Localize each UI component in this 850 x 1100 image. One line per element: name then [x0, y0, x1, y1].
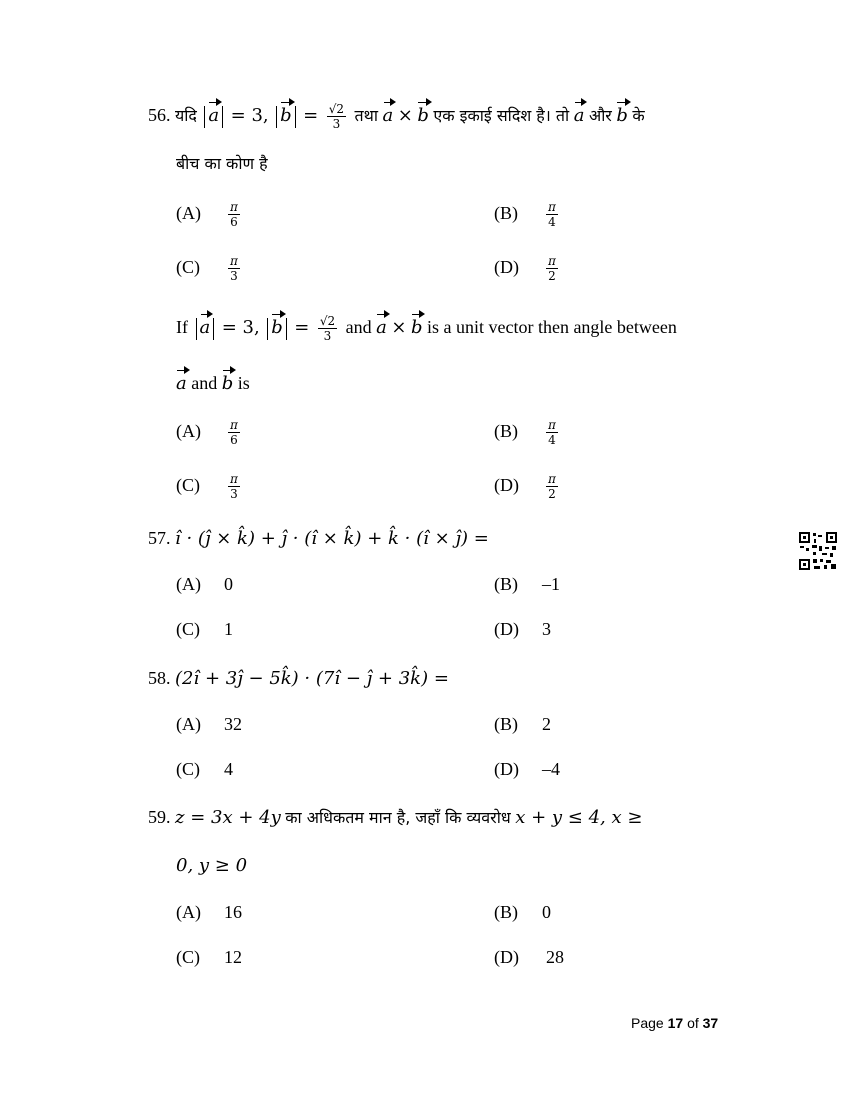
- q57-option-b: (B) –1: [494, 574, 560, 594]
- q57-question: 57. î · (ĵ × k̂) + ĵ · (î × k̂) + k̂ · (î × ĵ) =: [148, 528, 489, 549]
- q56-hindi-line1: 56. यदि a = 3, b = $\frac{√2}{3}$ तथा a × b एक इकाई सदिश है। तो a और b के: [148, 100, 645, 131]
- q59-option-c: (C) 12: [176, 947, 242, 967]
- q59-option-a: (A) 16: [176, 902, 242, 922]
- q56-english-option-b: (B) $\frac{\pi}{4}$: [494, 418, 556, 447]
- q56-english-option-d: (D) $\frac{\pi}{2}$: [494, 472, 556, 501]
- q56-hindi-line2: बीच का कोण है: [176, 154, 268, 173]
- q56-fraction: $\frac{√2}{3}$: [328, 102, 345, 132]
- q58-expression: (2î + 3ĵ − 5k̂) · (7î − ĵ + 3k̂) =: [175, 668, 449, 689]
- q57-expression: î · (ĵ × k̂) + ĵ · (î × k̂) + k̂ · (î × ĵ) =: [175, 528, 489, 549]
- q56-english-option-c: (C) $\frac{\pi}{3}$: [176, 472, 238, 501]
- q56-hindi-option-b: (B) $\frac{\pi}{4}$: [494, 200, 556, 229]
- q58-option-d: (D) –4: [494, 759, 560, 779]
- q56-english-option-a: (A) $\frac{\pi}{6}$: [176, 418, 238, 447]
- q57-option-c: (C) 1: [176, 619, 233, 639]
- page-number: Page 17 of 37: [631, 1015, 719, 1031]
- q58-option-c: (C) 4: [176, 759, 233, 779]
- q56-hindi-option-c: (C) $\frac{\pi}{3}$: [176, 254, 238, 283]
- q58-option-a: (A) 32: [176, 714, 242, 734]
- q56-english-line1: If a = 3, b = $\frac{√2}{3}$ and a × b is a unit vector then angle between: [176, 312, 677, 343]
- q59-question-line2: 0, y ≥ 0: [176, 855, 248, 876]
- q56-english-line2: a and b is: [176, 368, 250, 396]
- q59-option-d: (D) 28: [494, 947, 564, 967]
- q56-hindi-prefix: यदि: [175, 106, 197, 125]
- q56-hindi-option-a: (A) $\frac{\pi}{6}$: [176, 200, 238, 229]
- q56-number: 56.: [148, 105, 171, 125]
- q59-question-line1: 59. z = 3x + 4y का अधिकतम मान है, जहाँ कि व्यवरोध x + y ≤ 4, x ≥: [148, 807, 643, 828]
- q59-option-b: (B) 0: [494, 902, 551, 922]
- q58-question: 58. (2î + 3ĵ − 5k̂) · (7î − ĵ + 3k̂) =: [148, 668, 449, 689]
- q58-option-b: (B) 2: [494, 714, 551, 734]
- q56-hindi-option-d: (D) $\frac{\pi}{2}$: [494, 254, 556, 283]
- q57-option-d: (D) 3: [494, 619, 551, 639]
- qr-code-icon: [798, 531, 838, 571]
- q57-option-a: (A) 0: [176, 574, 233, 594]
